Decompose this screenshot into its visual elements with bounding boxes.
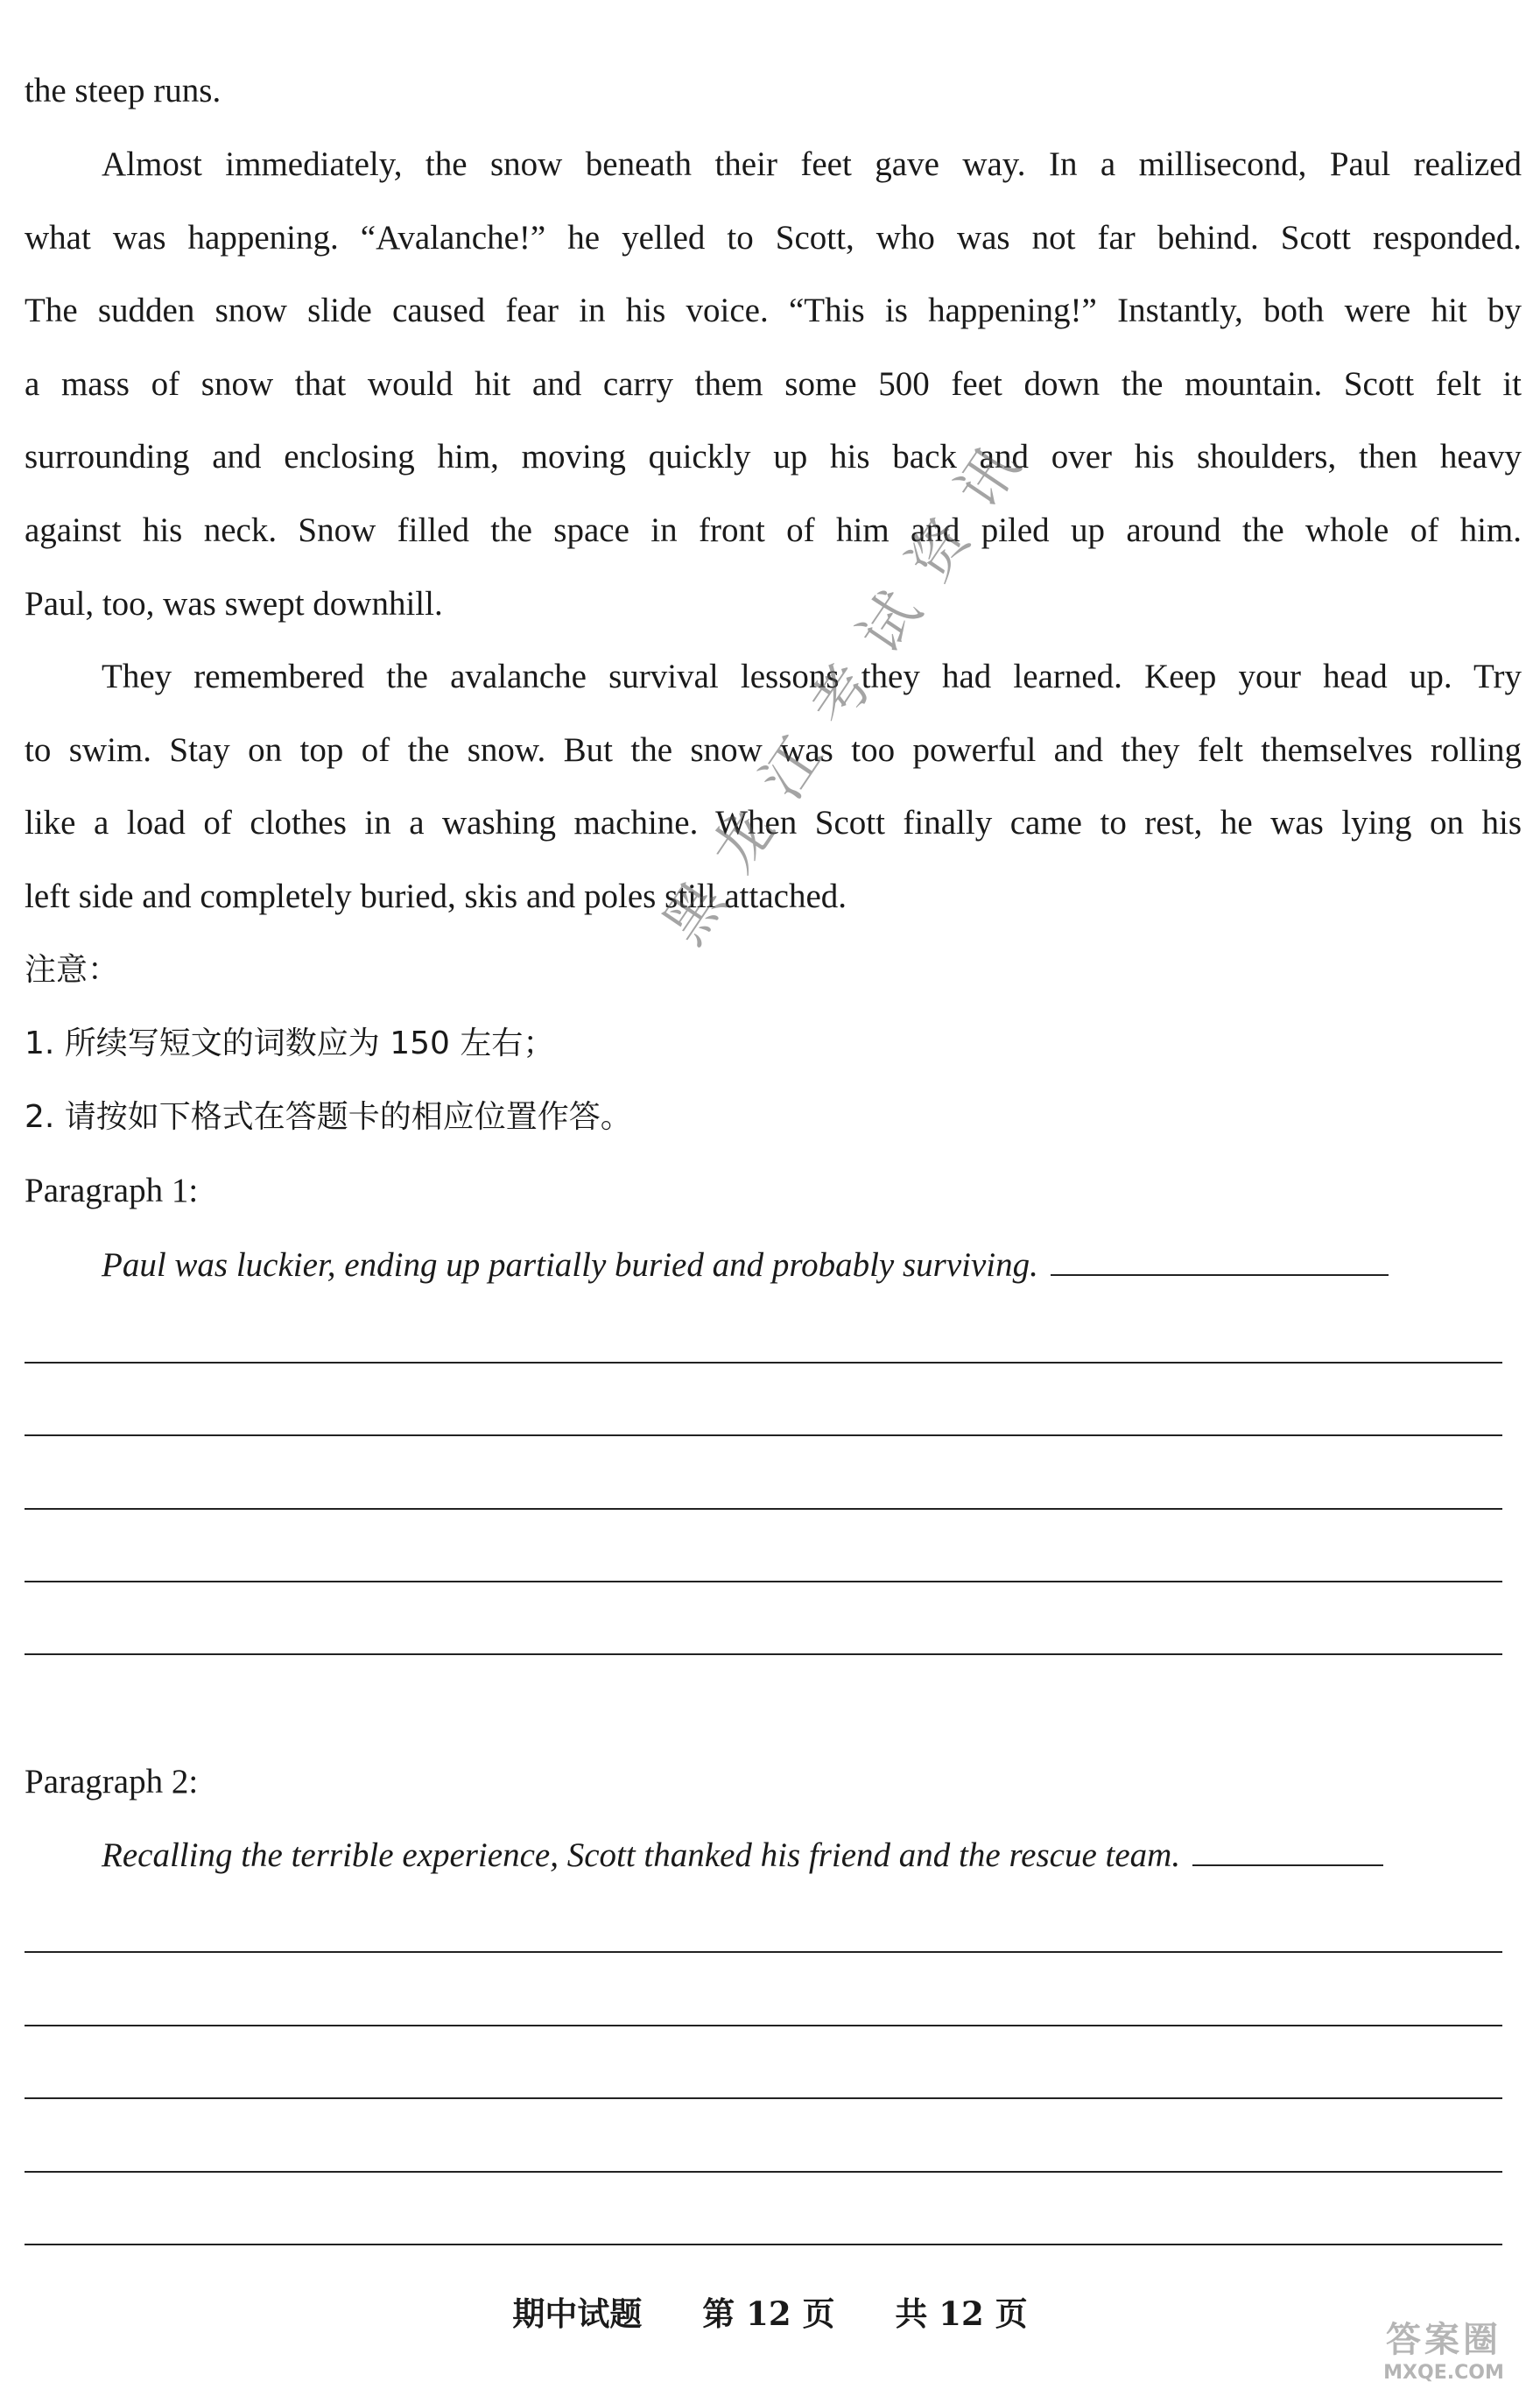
passage-line: Almost immediately, the snow beneath their feet gave way. In a millisecond, Paul realized bbox=[102, 145, 1522, 183]
passage-line: the steep runs. bbox=[25, 72, 222, 109]
footer-page-number: 第 12 页 bbox=[702, 2294, 835, 2333]
passage-line: left side and completely buried, skis and poles still attached. bbox=[25, 877, 847, 915]
writing-line[interactable] bbox=[25, 1434, 1502, 1436]
notes-item: 2. 请按如下格式在答题卡的相应位置作答。 bbox=[25, 1099, 632, 1135]
passage-line: to swim. Stay on top of the snow. But the snow was too powerful and they felt themselves rolling bbox=[25, 731, 1522, 769]
writing-line[interactable] bbox=[25, 2171, 1502, 2173]
writing-line[interactable] bbox=[25, 2244, 1502, 2245]
paragraph1-label: Paragraph 1: bbox=[25, 1172, 199, 1209]
paragraph1-opening bbox=[102, 1229, 1522, 1302]
footer-page-total: 共 12 页 bbox=[895, 2294, 1028, 2333]
corner-logo-url: MXQE.COM bbox=[1383, 2362, 1504, 2384]
notes-heading: 注意： bbox=[25, 952, 120, 988]
writing-blank[interactable] bbox=[1192, 1838, 1383, 1866]
writing-line[interactable] bbox=[25, 1653, 1502, 1655]
corner-logo-text: 答案圈 bbox=[1386, 2320, 1501, 2360]
paragraph2-label: Paragraph 2: bbox=[25, 1763, 199, 1801]
passage-line: surrounding and enclosing him, moving quickly up his back and over his shoulders, then heavy bbox=[25, 438, 1522, 476]
passage-line: They remembered the avalanche survival lessons they had learned. Keep your head up. Try bbox=[102, 658, 1522, 695]
paragraph2-opening bbox=[102, 1819, 1522, 1892]
passage-line: what was happening. “Avalanche!” he yelled to Scott, who was not far behind. Scott responded. bbox=[25, 219, 1522, 257]
passage-line: a mass of snow that would hit and carry them some 500 feet down the mountain. Scott felt it bbox=[25, 365, 1522, 403]
writing-line[interactable] bbox=[25, 1508, 1502, 1510]
writing-line[interactable] bbox=[25, 1951, 1502, 1953]
passage-line: against his neck. Snow filled the space in front of him and piled up around the whole of him. bbox=[25, 511, 1522, 549]
writing-line[interactable] bbox=[25, 2025, 1502, 2026]
footer-exam-title: 期中试题 bbox=[512, 2294, 643, 2333]
writing-line[interactable] bbox=[25, 2097, 1502, 2099]
passage-line: Paul, too, was swept downhill. bbox=[25, 585, 443, 623]
notes-item: 1. 所续写短文的词数应为 150 左右； bbox=[25, 1025, 555, 1061]
passage-line: like a load of clothes in a washing machine. When Scott finally came to rest, he was lying on his bbox=[25, 804, 1522, 842]
writing-line[interactable] bbox=[25, 1362, 1502, 1364]
writing-line[interactable] bbox=[25, 1581, 1502, 1582]
page-footer bbox=[0, 2287, 1540, 2335]
watermark: 黑龙江考试资讯 bbox=[650, 410, 1049, 956]
passage-line: The sudden snow slide caused fear in his voice. “This is happening!” Instantly, both were hit by bbox=[25, 292, 1522, 329]
paragraph2-opening-text: Recalling the terrible experience, Scott thanked his friend and the rescue team. bbox=[102, 1836, 1181, 1874]
writing-blank[interactable] bbox=[1051, 1248, 1389, 1276]
paragraph1-opening-text: Paul was luckier, ending up partially buried and probably surviving. bbox=[102, 1246, 1038, 1284]
corner-logo bbox=[1374, 2312, 1514, 2391]
